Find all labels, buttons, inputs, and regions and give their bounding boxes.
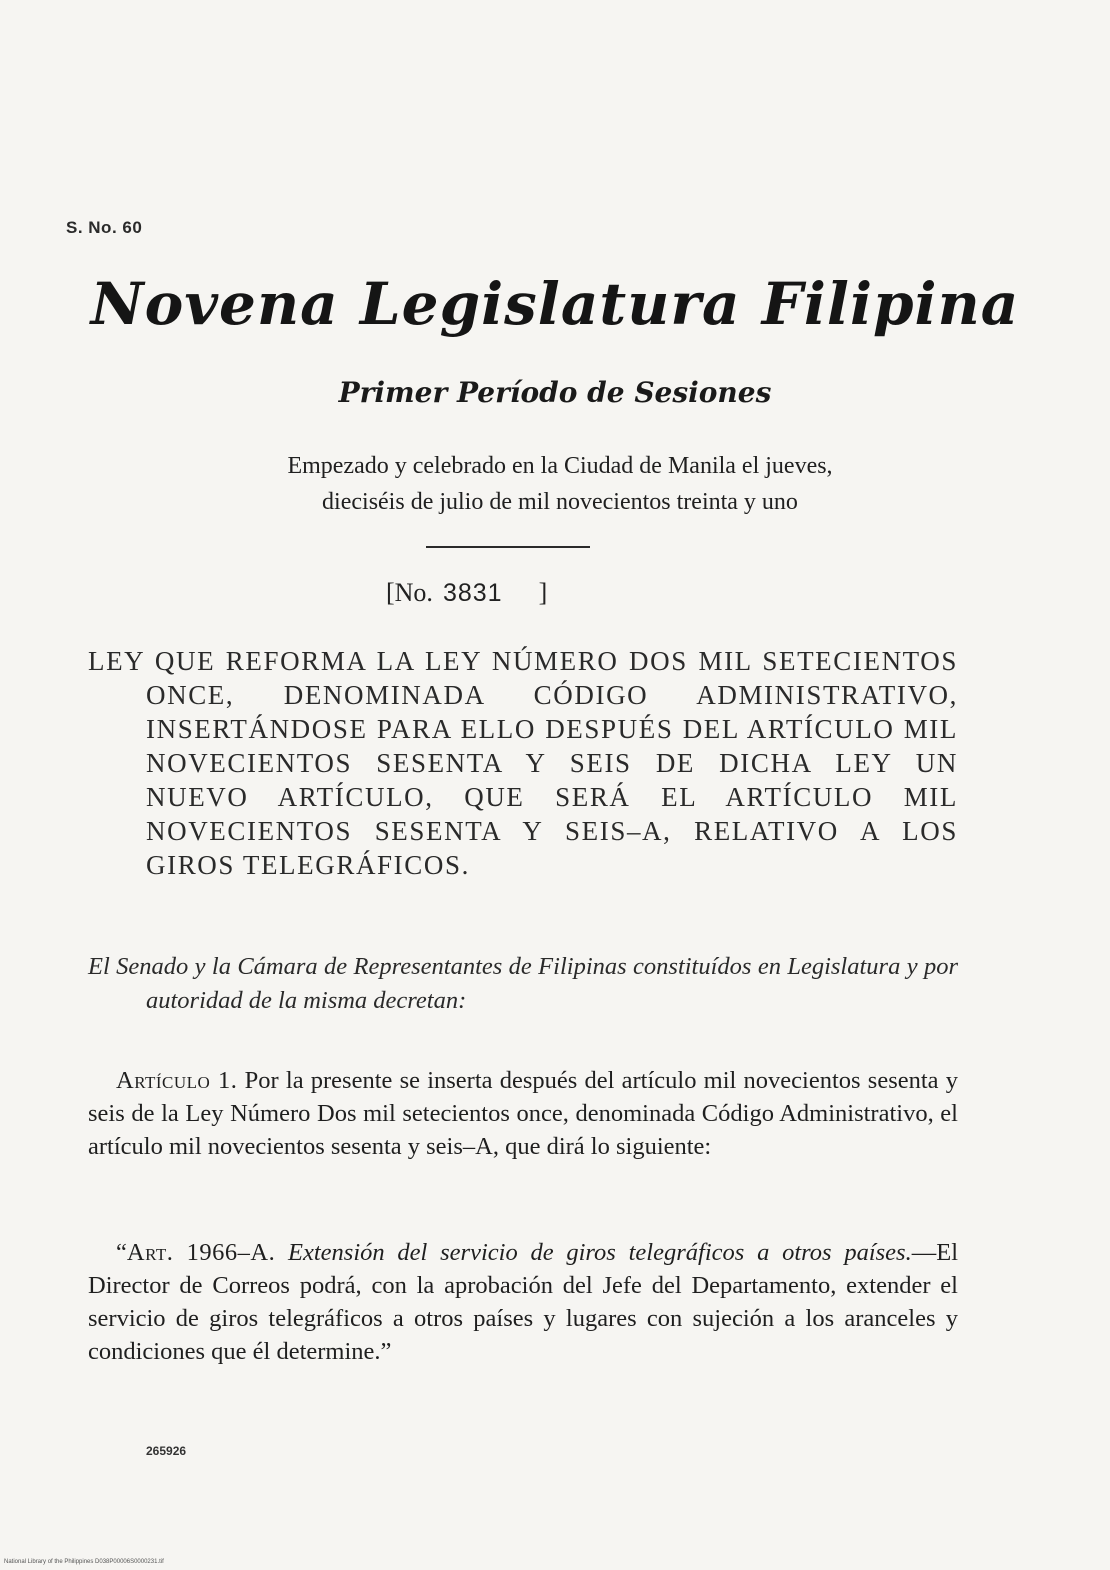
article-1-text: Por la presente se inserta después del artículo mil novecientos sesenta y seis de la Ley Número Dos mil setecientos once, denominada Código Administrativo, el artículo mil novecientos sesenta y seis–A, que dirá lo siguiente: bbox=[88, 1067, 958, 1160]
legislature-title: Novena Legislatura Filipina bbox=[90, 270, 1020, 338]
title-divider bbox=[426, 546, 590, 548]
quoted-article-heading: Art. 1966–A. bbox=[126, 1239, 276, 1266]
act-number-value: 3831 bbox=[442, 579, 503, 607]
convened-line-2: dieciséis de julio de mil novecientos treinta y uno bbox=[322, 489, 798, 515]
article-1-heading: Artículo 1. bbox=[116, 1067, 238, 1094]
act-number bbox=[386, 578, 547, 608]
convened-statement bbox=[100, 448, 1020, 520]
act-number-open: [No. bbox=[386, 578, 433, 607]
enacting-clause: El Senado y la Cámara de Representantes de Filipinas constituídos en Legislatura y por autoridad de la misma decretan: bbox=[88, 953, 958, 1014]
article-1 bbox=[88, 1064, 958, 1163]
convened-line-1: Empezado y celebrado en la Ciudad de Manila el jueves, bbox=[287, 453, 833, 479]
act-number-close: ] bbox=[538, 578, 548, 607]
open-quote: “ bbox=[116, 1239, 127, 1266]
bill-number: S. No. 60 bbox=[66, 218, 143, 237]
quoted-article-title: Extensión del servicio de giros telegráficos a otros países. bbox=[288, 1239, 912, 1266]
scan-credit: National Library of the Philippines D038P00006S0000231.tif bbox=[4, 1559, 164, 1565]
quoted-article-text: —El Director de Correos podrá, con la aprobación del Jefe del Departamento, extender el servicio de giros telegráficos a otros países y lugares con sujeción a los aranceles y condiciones que él determine.” bbox=[88, 1239, 959, 1365]
session-title: Primer Período de Sesiones bbox=[338, 376, 772, 409]
printer-number: 265926 bbox=[146, 1444, 187, 1458]
act-title: LEY QUE REFORMA LA LEY NÚMERO DOS MIL SETECIENTOS ONCE, DENOMINADA CÓDIGO ADMINISTRATIVO, INSERTÁNDOSE PARA ELLO DESPUÉS DEL ARTÍCULO MIL NOVECIENTOS SESENTA Y SEIS DE DICHA LEY UN NUEVO ARTÍCULO, QUE SERÁ EL ARTÍCULO MIL NOVECIENTOS SESENTA Y SEIS–A, RELATIVO A LOS GIROS TELEGRÁFICOS. bbox=[88, 646, 958, 880]
quoted-article-1966a bbox=[88, 1236, 958, 1368]
